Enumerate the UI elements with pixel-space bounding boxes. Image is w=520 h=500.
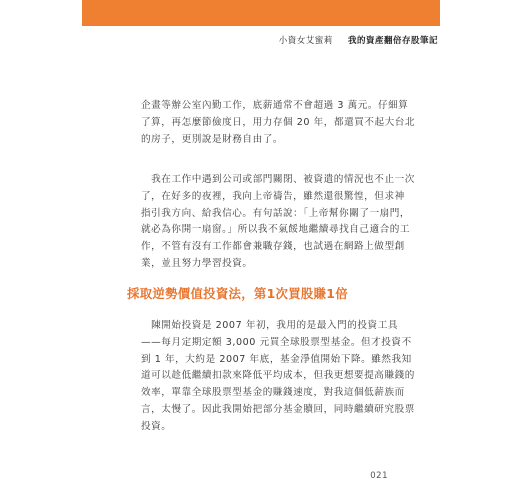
paragraph-line: 的房子，更別說是財務自由了。 xyxy=(141,133,284,145)
paragraph-line: 我在工作中遇到公司或部門關閉、被資遣的情況也不止一次 xyxy=(141,174,415,185)
header-color-band xyxy=(82,0,440,26)
paragraph-2 xyxy=(141,172,415,273)
paragraph-line: 到 1 年，大約是 2007 年底，基金淨值開始下降。雖然我知 xyxy=(141,353,412,365)
paragraph-line: 了，在好多的夜裡，我向上帝禱告，雖然還很驚惶，但求神 xyxy=(141,190,405,202)
running-header xyxy=(279,34,438,46)
paragraph-line: 效率，單靠全球股票型基金的賺錢速度，對我這個低薪族而 xyxy=(141,387,405,399)
paragraph-1 xyxy=(141,98,416,148)
book-title: 我的資產翻倍存股筆記 xyxy=(347,36,438,46)
paragraph-line: ——每月定期定額 3,000 元買全球股票型基金。但才投資不 xyxy=(141,336,412,348)
page-number: 021 xyxy=(370,471,388,481)
paragraph-line: 投資。 xyxy=(141,420,172,432)
author-name: 小資女艾蜜莉 xyxy=(278,36,333,46)
section-heading: 採取逆勢價值投資法，第1次買股賺1倍 xyxy=(127,286,348,301)
paragraph-line: 了算，再怎麼節儉度日，用力存個 20 年，都還買不起大台北 xyxy=(141,116,416,128)
paragraph-line: 道可以趁低繼續扣款來降低平均成本，但我更想要提高賺錢的 xyxy=(141,370,415,382)
paragraph-3 xyxy=(141,318,415,436)
paragraph-line: 就必為你開一扇窗。」所以我不氣餒地繼續尋找自己適合的工 xyxy=(141,224,411,236)
paragraph-line: 指引我方向、給我信心。有句話說：「上帝幫你關了一扇門， xyxy=(141,207,411,219)
paragraph-line: 陳開始投資是 2007 年初，我用的是最入門的投資工具 xyxy=(141,320,398,331)
paragraph-line: 作，不管有沒有工作都會兼職存錢，也試過在網路上做型創 xyxy=(141,241,405,253)
paragraph-line: 言，太慢了。因此我開始把部分基金贖回，同時繼續研究股票 xyxy=(141,403,415,415)
paragraph-line: 企畫等辦公室內勤工作，底薪通常不會超過 3 萬元。仔細算 xyxy=(141,100,409,111)
paragraph-line: 業，並且努力學習投資。 xyxy=(141,257,253,269)
